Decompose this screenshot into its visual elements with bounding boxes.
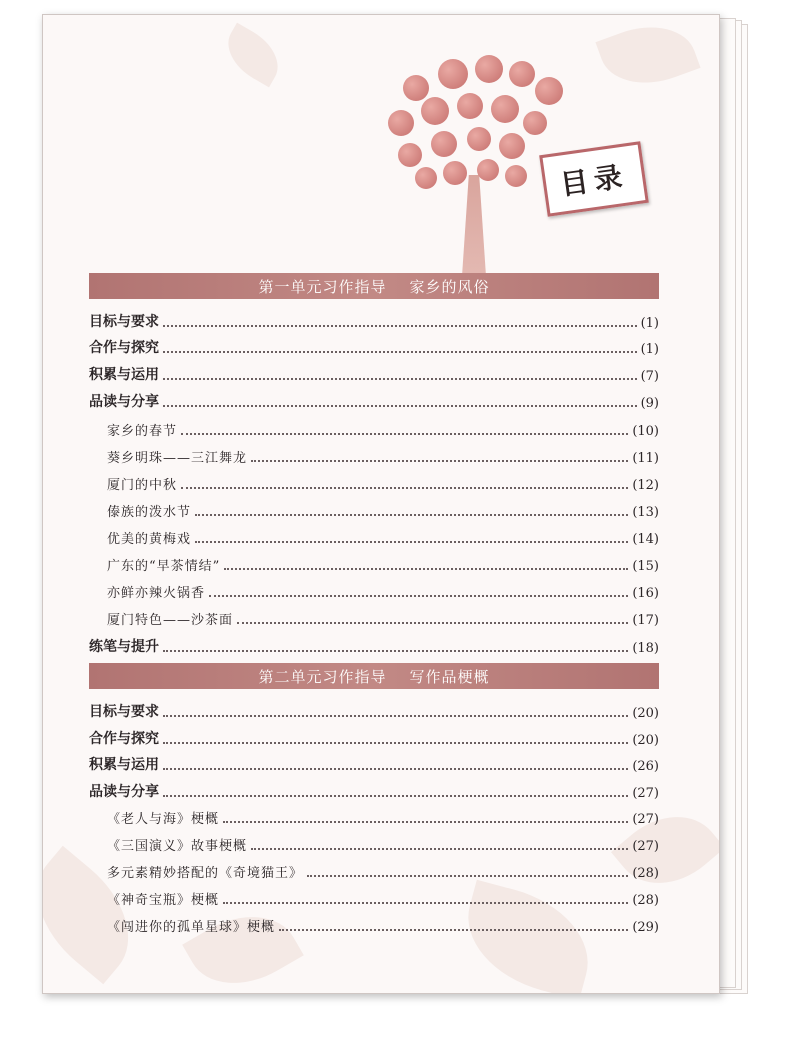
toc-section-row[interactable] — [89, 634, 659, 656]
toc-entry-title: 《三国演义》故事梗概 — [107, 839, 248, 854]
toc-dot-leader — [163, 350, 637, 353]
decorative-leaf — [182, 895, 304, 994]
toc-entry-title: 优美的黄梅戏 — [107, 532, 192, 547]
toc-dot-leader — [181, 432, 628, 435]
tree-fruit — [509, 61, 535, 87]
toc-dot-leader — [163, 649, 628, 652]
toc-article-row[interactable] — [107, 579, 659, 601]
toc-entry-title: 家乡的春节 — [107, 424, 178, 439]
book-page — [42, 14, 720, 994]
toc-entry-title: 多元素精妙搭配的《奇境猫王》 — [107, 866, 304, 881]
tree-fruit — [467, 127, 491, 151]
toc-page-number: (29) — [632, 920, 659, 935]
tree-fruit — [535, 77, 563, 105]
toc-dot-leader — [163, 767, 628, 770]
unit-banner: 第二单元习作指导 写作品梗概 — [89, 663, 659, 689]
toc-dot-leader — [223, 820, 628, 823]
toc-dot-leader — [163, 714, 628, 717]
toc-section-row[interactable] — [89, 779, 659, 801]
catalog-sign: 目录 — [539, 141, 649, 217]
tree-fruit — [457, 93, 483, 119]
toc-article-row[interactable] — [107, 913, 659, 935]
toc-section-row[interactable] — [89, 389, 659, 411]
toc-entry-title: 葵乡明珠——三江舞龙 — [107, 451, 248, 466]
toc-entry-title: 品读与分享 — [89, 784, 159, 800]
toc-page-number: (1) — [640, 342, 659, 357]
toc-entry-title: 练笔与提升 — [89, 639, 159, 655]
tree-fruit — [491, 95, 519, 123]
toc-article-row[interactable] — [107, 525, 659, 547]
toc-page-number: (17) — [632, 613, 659, 628]
toc-dot-leader — [163, 404, 637, 407]
toc-page-number: (28) — [632, 866, 659, 881]
toc-dot-leader — [163, 377, 637, 380]
toc-article-row[interactable] — [107, 498, 659, 520]
tree-fruit — [443, 161, 467, 185]
toc-entry-title: 《老人与海》梗概 — [107, 812, 220, 827]
toc-dot-leader — [163, 324, 637, 327]
toc-article-row[interactable] — [107, 606, 659, 628]
toc-page-number: (1) — [640, 316, 659, 331]
tree-fruit — [438, 59, 468, 89]
tree-fruit — [505, 165, 527, 187]
toc-article-row[interactable] — [107, 859, 659, 881]
toc-entry-title: 厦门的中秋 — [107, 478, 178, 493]
toc-dot-leader — [223, 901, 628, 904]
toc-page-number: (20) — [632, 733, 659, 748]
toc-page-number: (13) — [632, 505, 659, 520]
toc-entry-title: 傣族的泼水节 — [107, 505, 192, 520]
toc-page-number: (9) — [640, 396, 659, 411]
tree-fruit — [477, 159, 499, 181]
toc-article-row[interactable] — [107, 832, 659, 854]
toc-page-number: (20) — [632, 706, 659, 721]
toc-article-row[interactable] — [107, 417, 659, 439]
toc-page-number: (12) — [632, 478, 659, 493]
toc-page-number: (14) — [632, 532, 659, 547]
toc-dot-leader — [209, 594, 628, 597]
toc-page-number: (28) — [632, 893, 659, 908]
tree-fruit — [523, 111, 547, 135]
toc-dot-leader — [307, 874, 628, 877]
toc-page-number: (11) — [632, 451, 659, 466]
toc-page-number: (16) — [632, 586, 659, 601]
toc-entry-title: 《闯进你的孤单星球》梗概 — [107, 920, 276, 935]
toc-article-row[interactable] — [107, 886, 659, 908]
toc-entry-title: 积累与运用 — [89, 367, 159, 383]
decorative-leaf — [595, 14, 700, 99]
toc-page-number: (27) — [632, 786, 659, 801]
toc-article-row[interactable] — [107, 471, 659, 493]
toc-article-row[interactable] — [107, 552, 659, 574]
tree-fruit — [388, 110, 414, 136]
toc-dot-leader — [163, 741, 628, 744]
toc-article-row[interactable] — [107, 805, 659, 827]
toc-dot-leader — [163, 794, 628, 797]
toc-entry-title: 《神奇宝瓶》梗概 — [107, 893, 220, 908]
toc-page-number: (15) — [632, 559, 659, 574]
toc-section-row[interactable] — [89, 752, 659, 774]
toc-page-number: (18) — [632, 641, 659, 656]
tree-fruit — [415, 167, 437, 189]
toc-dot-leader — [237, 621, 628, 624]
toc-entry-title: 厦门特色——沙茶面 — [107, 613, 234, 628]
toc-page-number: (27) — [632, 812, 659, 827]
toc-entry-title: 合作与探究 — [89, 340, 159, 356]
toc-dot-leader — [195, 513, 628, 516]
toc-entry-title: 广东的“早茶情结” — [107, 559, 221, 574]
decorative-leaf — [217, 23, 289, 88]
toc-page-number: (26) — [632, 759, 659, 774]
toc-section-row[interactable] — [89, 362, 659, 384]
toc-section-row[interactable] — [89, 699, 659, 721]
tree-fruit — [499, 133, 525, 159]
tree-fruit — [398, 143, 422, 167]
toc-page-number: (10) — [632, 424, 659, 439]
toc-section-row[interactable] — [89, 309, 659, 331]
toc-article-row[interactable] — [107, 444, 659, 466]
toc-page-number: (7) — [640, 369, 659, 384]
toc-page-number: (27) — [632, 839, 659, 854]
toc-dot-leader — [181, 486, 628, 489]
toc-dot-leader — [279, 928, 628, 931]
toc-entry-title: 目标与要求 — [89, 704, 159, 720]
toc-section-row[interactable] — [89, 335, 659, 357]
tree-fruit — [475, 55, 503, 83]
tree-fruit — [421, 97, 449, 125]
toc-dot-leader — [251, 459, 628, 462]
toc-entry-title: 目标与要求 — [89, 314, 159, 330]
toc-section-row[interactable] — [89, 726, 659, 748]
toc-dot-leader — [224, 567, 628, 570]
toc-entry-title: 亦鲜亦辣火锅香 — [107, 586, 206, 601]
toc-entry-title: 品读与分享 — [89, 394, 159, 410]
unit-banner: 第一单元习作指导 家乡的风俗 — [89, 273, 659, 299]
tree-fruit — [431, 131, 457, 157]
toc-entry-title: 积累与运用 — [89, 757, 159, 773]
toc-entry-title: 合作与探究 — [89, 731, 159, 747]
tree-fruit — [403, 75, 429, 101]
toc-dot-leader — [251, 847, 628, 850]
toc-dot-leader — [195, 540, 628, 543]
